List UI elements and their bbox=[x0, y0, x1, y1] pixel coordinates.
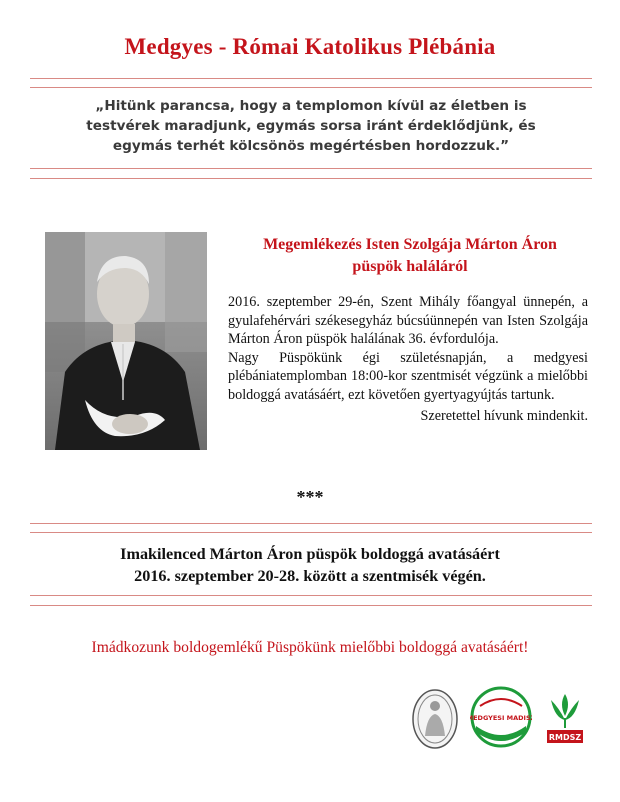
divider bbox=[30, 78, 592, 79]
madisz-label: MEDGYESI MADISZ bbox=[470, 714, 532, 722]
divider bbox=[30, 178, 592, 179]
quote-line: egymás terhét kölcsönös megértésben hordozzuk.” bbox=[112, 138, 510, 154]
article-heading bbox=[220, 234, 600, 278]
divider bbox=[30, 523, 592, 524]
quote-line: „Hitünk parancsa, hogy a templomon kívül az életben is bbox=[95, 98, 527, 114]
rmdsz-tulip-logo bbox=[545, 690, 585, 746]
prayer-line: Imádkozunk boldogemlékű Püspökünk mielőbbi boldoggá avatásáért! bbox=[91, 639, 529, 656]
rmdsz-label: RMDSZ bbox=[548, 733, 582, 742]
article-body bbox=[228, 293, 588, 426]
bishop-portrait-photo bbox=[45, 232, 207, 450]
article-heading-line: püspök haláláról bbox=[352, 258, 468, 275]
divider bbox=[30, 532, 592, 533]
article-paragraph: Nagy Püspökünk égi születésnapján, a medgyesi plébániatemplomban 18:00-kor szentmisét végzünk a mielőbbi boldoggá avatásáért, ezt követően gyertyagyújtás tartunk. bbox=[228, 349, 588, 403]
parish-seal-logo bbox=[411, 688, 459, 750]
separator-stars: *** bbox=[296, 487, 324, 507]
divider bbox=[30, 168, 592, 169]
divider bbox=[30, 605, 592, 606]
novena-line: Imakilenced Márton Áron püspök boldoggá avatásáért bbox=[120, 545, 500, 563]
article-paragraph: 2016. szeptember 29-én, Szent Mihály főangyal ünnepén, a gyulafehérvári székesegyház búcsúünnepén van Isten Szolgája Márton Áron püspök halálának 36. évfordulója. bbox=[228, 294, 588, 347]
medgyesi-madisz-logo bbox=[470, 686, 532, 748]
article-heading-line: Megemlékezés Isten Szolgája Márton Áron bbox=[263, 236, 557, 253]
quote-block bbox=[40, 96, 582, 156]
page-title: Medgyes - Római Katolikus Plébánia bbox=[124, 34, 496, 59]
quote-line: testvérek maradjunk, egymás sorsa iránt érdeklődjünk, és bbox=[86, 118, 536, 134]
novena-line: 2016. szeptember 20-28. között a szentmisék végén. bbox=[134, 567, 486, 585]
novena-announcement bbox=[0, 543, 620, 587]
divider bbox=[30, 595, 592, 596]
divider bbox=[30, 87, 592, 88]
article-closing: Szeretettel hívunk mindenkit. bbox=[420, 408, 588, 424]
